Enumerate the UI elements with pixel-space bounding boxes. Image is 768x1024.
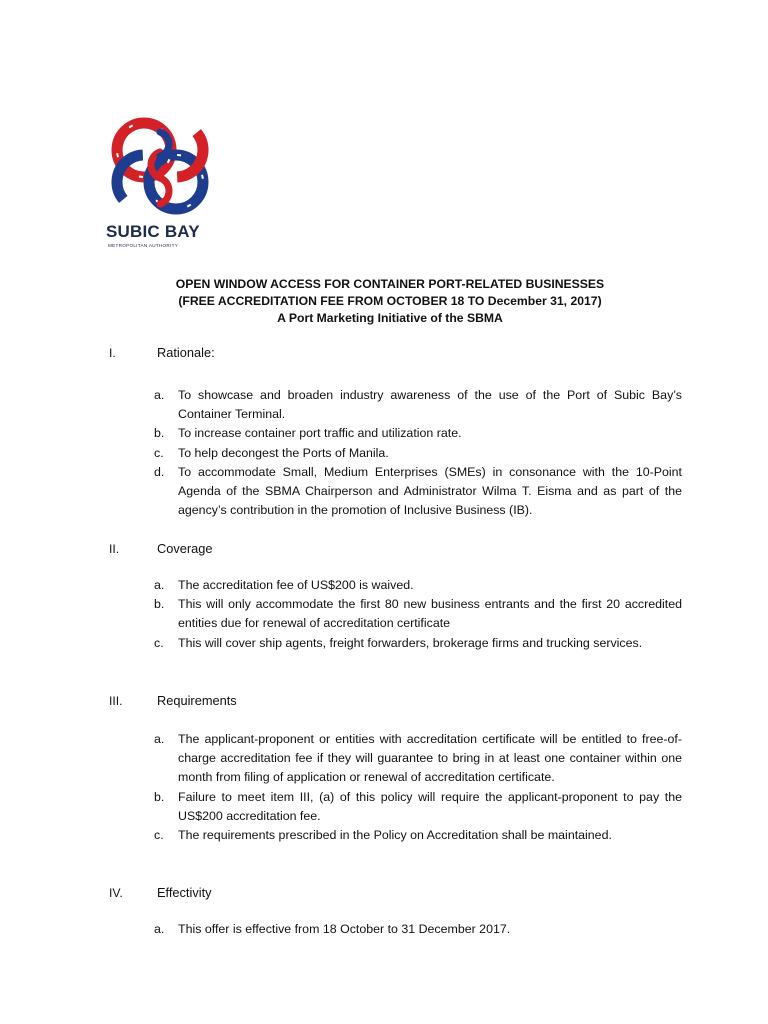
list-item: [154, 826, 682, 845]
section-numeral: III.: [109, 694, 123, 708]
list-item: [154, 576, 682, 595]
item-text: This will cover ship agents, freight forwarders, brokerage firms and trucking services.: [178, 635, 643, 650]
item-letter: c.: [154, 828, 164, 843]
item-letter: a.: [154, 388, 165, 402]
item-text: Failure to meet item III, (a) of this policy will require the applicant-proponent to pay the US$200 accreditation fee.: [178, 789, 682, 823]
item-text: The accreditation fee of US$200 is waived.: [178, 578, 414, 592]
item-letter: c.: [154, 635, 164, 650]
item-text: To help decongest the Ports of Manila.: [178, 445, 389, 460]
effectivity-list: [154, 920, 682, 939]
coverage-list: [154, 576, 682, 653]
list-item: [154, 386, 682, 424]
item-letter: d.: [154, 464, 165, 479]
document-title: [100, 276, 680, 327]
title-line-3: A Port Marketing Initiative of the SBMA: [277, 311, 503, 325]
list-item: [154, 595, 682, 633]
item-letter: a.: [154, 922, 165, 936]
list-item: [154, 463, 682, 521]
item-text: The requirements prescribed in the Policy on Accreditation shall be maintained.: [178, 828, 612, 843]
list-item: [154, 444, 682, 463]
section-numeral: IV.: [109, 886, 123, 900]
section-heading-effectivity: Effectivity: [157, 885, 212, 900]
item-letter: b.: [154, 426, 165, 441]
item-text: This offer is effective from 18 October to 31 December 2017.: [178, 922, 511, 936]
list-item: [154, 424, 682, 443]
list-item: [154, 730, 682, 788]
logo-wordmark: SUBIC BAY: [106, 222, 200, 241]
item-letter: c.: [154, 445, 164, 460]
logo-subtitle: METROPOLITAN AUTHORITY: [108, 243, 179, 248]
section-heading-requirements: Requirements: [157, 693, 237, 708]
item-letter: a.: [154, 578, 165, 592]
list-item: [154, 634, 682, 653]
sbma-logo: [104, 112, 220, 252]
item-text: To accommodate Small, Medium Enterprises (SMEs) in consonance with the 10-Point Agenda of the SBMA Chairperson and Administrator Wilma T. Eisma and as part of the agency’s contribution in the promotion of Inclusive Business (IB).: [178, 464, 682, 518]
item-text: This will only accommodate the first 80 new business entrants and the first 20 accredited entities due for renewal of accreditation certificate: [178, 597, 682, 631]
title-line-2: (FREE ACCREDITATION FEE FROM OCTOBER 18 TO December 31, 2017): [178, 294, 602, 308]
list-item: [154, 788, 682, 826]
item-text: To increase container port traffic and utilization rate.: [178, 426, 462, 441]
sbma-logo-mark-icon: [104, 112, 216, 220]
requirements-list: [154, 730, 682, 845]
item-text: The applicant-proponent or entities with accreditation certificate will be entitled to free-of-charge accreditation fee if they will guarantee to bring in at least one container within one month from filing of application or renewal of accreditation certificate.: [178, 732, 682, 785]
item-letter: b.: [154, 597, 165, 612]
section-heading-rationale: Rationale:: [157, 345, 215, 360]
section-heading-coverage: Coverage: [157, 541, 213, 556]
section-numeral: I.: [109, 346, 116, 360]
list-item: [154, 920, 682, 939]
title-line-1: OPEN WINDOW ACCESS FOR CONTAINER PORT-RELATED BUSINESSES: [175, 277, 605, 291]
item-letter: b.: [154, 789, 165, 804]
section-numeral: II.: [109, 542, 120, 556]
item-text: To showcase and broaden industry awareness of the use of the Port of Subic Bay’s Container Terminal.: [178, 388, 682, 422]
item-letter: a.: [154, 732, 165, 746]
rationale-list: [154, 386, 682, 520]
